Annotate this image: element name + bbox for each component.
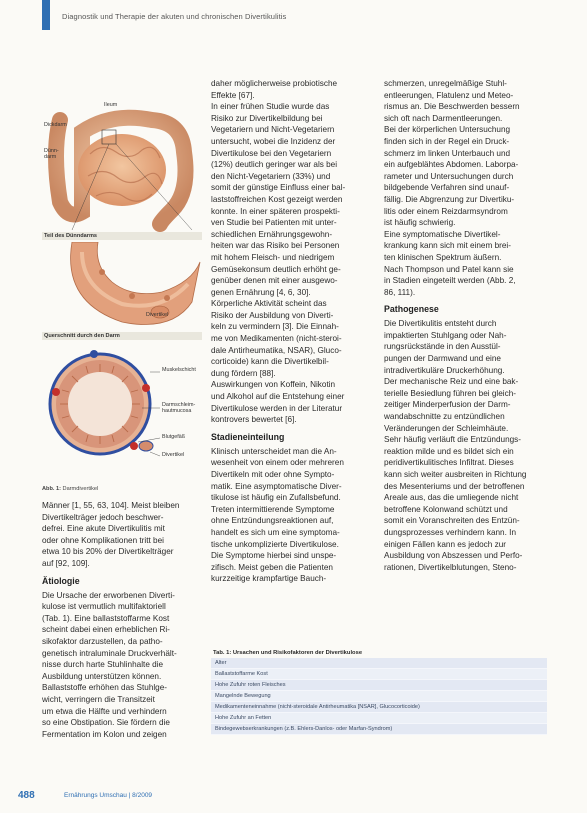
table-row: Bindegewebserkrankungen (z.B. Ehlers-Danlos- oder Marfan-Syndrom) xyxy=(211,724,547,735)
text-line: oder ohne Komplikationen tritt bei xyxy=(42,535,164,545)
text-line: tikulose ist häufig ein Zufallsbefund. xyxy=(211,493,341,503)
label-colon: Dickdarm xyxy=(44,122,67,128)
text-line: Areale aus, das die umliegende nicht xyxy=(384,493,519,503)
text-line: Divertikulose bei den Vegetariern xyxy=(211,148,332,158)
text-line: (Tab. 1). Eine ballaststoffarme Kost xyxy=(42,613,170,623)
label-diverticle: Divertikel xyxy=(146,312,169,318)
text-line: Die Symptome hierbei sind unspe- xyxy=(211,551,337,561)
table-row: Alter xyxy=(211,658,547,669)
text-line: impaktierten Stuhlgang oder Nah- xyxy=(384,330,507,340)
intestine-section-illustration xyxy=(42,242,204,332)
text-line: Vegetariern und Nicht-Vegetariern xyxy=(211,125,335,135)
text-line: laststoffreichen Kost gezeigt werden xyxy=(211,194,343,204)
band-section-view: Teil des Dünndarms xyxy=(42,232,202,240)
text-line: Divertikeln mit oder ohne Sympto- xyxy=(211,470,335,479)
text-line: Ausbildung unterstützen können. xyxy=(42,671,162,681)
text-line: Ausbildung von Abszessen und Perfo- xyxy=(384,551,523,561)
text-line: kurzzeitige krampfartige Bauch- xyxy=(211,574,327,584)
caption-text: Darmdivertikel xyxy=(62,486,99,492)
text-line: Veränderungen der Schleimhäute. xyxy=(384,423,509,433)
text-line: peridivertikulitisches Infiltrat. Dieses xyxy=(384,458,514,468)
text-line: Risiko zur Divertikelbildung bei xyxy=(211,113,323,123)
text-line: dale Antirheumatika, NSAR), Gluco- xyxy=(211,345,342,355)
text-line: Eine symptomatische Divertikel- xyxy=(384,229,501,239)
text-line: bildgebende Verfahren sind unauf- xyxy=(384,183,510,193)
text-line: handelt es sich um eine symptoma- xyxy=(211,527,340,537)
label-ileum: Ileum xyxy=(104,102,118,108)
figure-diverticle xyxy=(42,92,204,478)
text-line: Die Ursache der erworbenen Diverti- xyxy=(42,590,175,600)
text-line: Ballaststoffe erhöhen das Stuhlge- xyxy=(42,683,168,693)
text-line: Fermentation im Kolon und zeigen xyxy=(42,729,167,739)
text-line: Effekte [67]. xyxy=(211,90,255,100)
text-line: sikofaktor darzustellen, da patho- xyxy=(42,636,163,646)
text-line: Bei der körperlichen Untersuchung xyxy=(384,125,511,135)
accent-bar xyxy=(42,0,50,30)
text-line: me von Medikamenten (nicht-steroi- xyxy=(211,334,342,344)
text-line: Divertikulose werden in der Literatur xyxy=(211,403,343,413)
text-line: somit der günstige Einfluss einer bal- xyxy=(211,183,346,193)
text-line: rameter und Untersuchungen durch xyxy=(384,171,514,181)
text-line: keln zu vermindern [3]. Die Einnah- xyxy=(211,322,339,332)
caption-label: Abb. 1: xyxy=(42,486,61,492)
label-diverticle-2: Divertikel xyxy=(162,452,185,458)
text-line: und Alkohol auf die Entstehung einer xyxy=(211,392,345,402)
text-line: etwa 10 bis 20% der Divertikelträger xyxy=(42,547,174,557)
text-line: rationen, Divertikelblutungen, Steno- xyxy=(384,562,517,572)
column-3 xyxy=(384,78,548,573)
text-line: reaktion milde und es bildet sich ein xyxy=(384,446,514,456)
text-line: genen Ernährung [4, 6, 30]. xyxy=(211,287,311,297)
small-intestine xyxy=(78,134,166,206)
text-line: schmerz im linken Unterbauch und xyxy=(384,148,511,158)
text-line: dungsprozesses verhindern kann. In xyxy=(384,527,516,537)
text-line: Nach Thompson und Patel kann sie xyxy=(384,264,514,274)
text-line: Auswirkungen von Koffein, Nikotin xyxy=(211,380,336,390)
text-line: genüber denen mit einer ausgewo- xyxy=(211,276,338,286)
text-line: zeitiger Minderperfusion der Darm- xyxy=(384,400,511,410)
text-line: schiedlichen Ernährungsgewohn- xyxy=(211,229,333,239)
text-line: untersucht, wobei die Inzidenz der xyxy=(211,136,336,146)
text-line: konnte. In einer späteren prospekti- xyxy=(211,206,340,216)
text-line: terielle Besiedlung führen bei gleich- xyxy=(384,388,516,398)
text-line: ein aufgeblähtes Abdomen. Laborpa- xyxy=(384,160,519,170)
text-line: einigen Fällen kann es jedoch zur xyxy=(384,539,506,549)
text-line: tische unkomplizierte Divertikulose. xyxy=(211,539,339,549)
text-line: somit ein Voranschreiten des Entzün- xyxy=(384,516,520,526)
page-footer xyxy=(18,790,578,804)
column-2 xyxy=(211,78,375,585)
text-line: ten klinischen Spektrum äußern. xyxy=(384,252,502,262)
table-risk-factors xyxy=(211,648,547,735)
text-line: mit hohem Fleisch- und niedrigem xyxy=(211,252,335,262)
text-line: genetisch intraluminale Druckverhält- xyxy=(42,648,177,658)
heading-aetiologie: Ätiologie xyxy=(42,575,80,586)
text-line: um etwa die Hälfte und verhindern xyxy=(42,706,167,716)
label-mucosa: Darmschleim- hautmucosa xyxy=(162,402,196,415)
text-line: Körperliche Aktivität scheint das xyxy=(211,299,327,309)
text-line: defrei. Eine akute Divertikulitis mit xyxy=(42,524,165,534)
text-line: kontrovers bewertet [6]. xyxy=(211,415,297,425)
text-line: (12%) deutlich geringer war als bei xyxy=(211,160,338,170)
band-cross-section: Querschnitt durch den Darm xyxy=(42,332,202,340)
text-line: wicht, verringern die Transitzeit xyxy=(42,694,155,704)
text-line: In einer frühen Studie wurde das xyxy=(211,102,330,112)
text-line: Sehr häufig verläuft die Entzündungs- xyxy=(384,435,522,445)
text-line: intradivertikuläre Druckerhöhung. xyxy=(384,365,505,375)
text-line: fällig. Die Abgrenzung zur Divertiku- xyxy=(384,194,515,204)
text-line: Klinisch unterscheidet man die An- xyxy=(211,446,337,456)
text-line: auf [92, 109]. xyxy=(42,558,90,568)
text-line: betroffene Kolonwand schützt und xyxy=(384,504,508,514)
text-line: den Nicht-Vegetariern (33%) und xyxy=(211,171,331,181)
text-line: 86, 111). xyxy=(384,287,416,297)
text-line: wandabschnitte zu entzündlichen xyxy=(384,412,505,422)
text-line: Der mechanische Reiz und eine bak- xyxy=(384,377,519,387)
text-line: nisse durch harte Stuhlinhalte die xyxy=(42,660,164,670)
text-line: kann sich weiter ausbreiten in Richtung xyxy=(384,470,527,479)
text-line: ohne Entzündungsreaktionen auf, xyxy=(211,516,334,526)
text-line: schmerzen, unregelmäßige Stuhl- xyxy=(384,79,507,88)
text-line: Männer [1, 55, 63, 104]. Meist bleiben xyxy=(42,501,180,510)
text-line: ist häufig schwierig. xyxy=(384,218,456,228)
text-line: corticoide) kann die Divertikelbil- xyxy=(211,357,329,367)
text-line: Die Divertikulitis entsteht durch xyxy=(384,319,497,329)
text-line: entleerungen, Flatulenz und Meteo- xyxy=(384,90,514,100)
heading-pathogenese: Pathogenese xyxy=(384,304,439,315)
text-line: dung fördern [88]. xyxy=(211,368,276,378)
text-line: Treten intermittierende Symptome xyxy=(211,504,335,514)
text-line: krankung kann sich mit einem brei- xyxy=(384,241,511,251)
text-line: matik. Eine asymptomatische Diver- xyxy=(211,481,342,491)
text-line: daher möglicherweise probiotische xyxy=(211,79,338,88)
text-line: zifisch. Meist geben die Patienten xyxy=(211,562,333,572)
text-line: finden sich in der Regel ein Druck- xyxy=(384,136,510,146)
text-line: Risiko der Ausbildung von Diverti- xyxy=(211,310,334,320)
text-line: pungen der Darmwand und eine xyxy=(384,354,501,364)
table-row: Hohe Zufuhr an Fetten xyxy=(211,713,547,724)
footer-journal: Ernährungs Umschau | 8/2009 xyxy=(64,792,153,799)
text-line: in Stadien eingeteilt werden (Abb. 2, xyxy=(384,276,516,286)
table-row: Ballaststoffarme Kost xyxy=(211,669,547,680)
text-line: sich oft nach Darmentleerungen. xyxy=(384,113,503,123)
label-blood-vessel: Blutgefäß xyxy=(162,434,186,440)
column-1 xyxy=(42,500,204,740)
text-line: rungsrückstände in den Ausstül- xyxy=(384,342,501,352)
table-row: Hohe Zufuhr roten Fleisches xyxy=(211,680,547,691)
text-line: litis oder einem Reizdarmsyndrom xyxy=(384,206,508,216)
label-small-intestine: Dünn- darm xyxy=(44,148,59,161)
text-line: heiten war das Risiko bei Personen xyxy=(211,241,340,251)
heading-stadieneinteilung: Stadieneinteilung xyxy=(211,431,285,442)
running-head: Diagnostik und Therapie der akuten und chronischen Divertikulitis xyxy=(62,12,287,21)
text-line: wesenheit von einem oder mehreren xyxy=(211,458,344,468)
text-line: so eine Obstipation. Sie fördern die xyxy=(42,718,170,728)
text-line: des Mesenteriums und der betroffenen xyxy=(384,481,525,491)
text-line: scheint dabei einen erheblichen Ri- xyxy=(42,625,170,635)
label-muscle-layer: Muskelschicht xyxy=(162,367,196,373)
text-line: ven Studie bei Patienten mit unter- xyxy=(211,218,337,228)
text-line: Gemüsekonsum deutlich erhöht ge- xyxy=(211,264,341,274)
table-row: Mangelnde Bewegung xyxy=(211,691,547,702)
page-number: 488 xyxy=(18,790,35,801)
text-line: rismus an. Die Beschwerden bessern xyxy=(384,102,520,112)
table-title: Tab. 1: Ursachen und Risikofaktoren der Divertikulose xyxy=(213,650,363,656)
text-line: Divertikelträger jedoch beschwer- xyxy=(42,512,164,522)
figure-caption xyxy=(42,486,98,492)
colon-illustration xyxy=(42,92,204,232)
table-row: Medikamenteneinnahme (nicht-steroidale Antirheumatika [NSAR], Glucocorticoide) xyxy=(211,702,547,713)
text-line: kulose ist vermutlich multifaktoriell xyxy=(42,602,166,612)
